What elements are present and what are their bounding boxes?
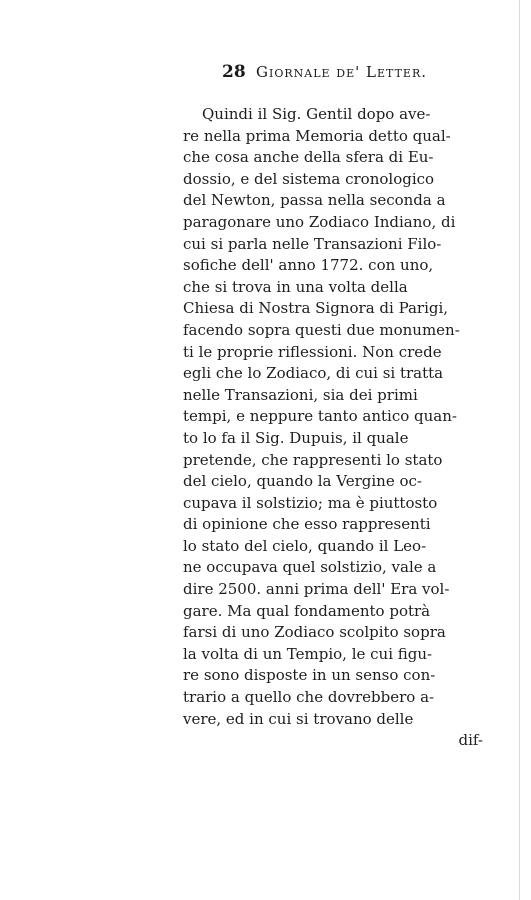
text-line: tempi, e neppure tanto antico quan-	[183, 407, 457, 426]
page-edge-line	[519, 0, 520, 900]
text-line: dossio, e del sistema cronologico	[183, 169, 435, 188]
text-line: re sono disposte in un senso con-	[183, 666, 436, 685]
text-line: cui si parla nelle Transazioni Filo-	[183, 234, 442, 253]
text-line: dire 2500. anni prima dell' Era vol-	[183, 580, 450, 599]
text-line: del Newton, passa nella seconda a	[183, 191, 446, 210]
text-line: del cielo, quando la Vergine oc-	[183, 472, 422, 491]
text-line: gare. Ma qual fondamento potrà	[183, 601, 431, 620]
text-line: ne occupava quel solstizio, vale a	[183, 558, 437, 577]
text-line: farsi di uno Zodiaco scolpito sopra	[183, 623, 446, 642]
text-line: Chiesa di Nostra Signora di Parigi,	[183, 299, 449, 318]
text-line: di opinione che esso rappresenti	[183, 515, 431, 534]
text-line: che cosa anche della sfera di Eu-	[183, 148, 434, 167]
text-line: egli che lo Zodiaco, di cui si tratta	[183, 364, 444, 383]
text-line: che si trova in una volta della	[183, 277, 408, 296]
running-head	[222, 62, 482, 84]
text-line: pretende, che rappresenti lo stato	[183, 450, 443, 469]
text-line: lo stato del cielo, quando il Leo-	[183, 536, 427, 555]
text-line: Quindi il Sig. Gentil dopo ave-	[202, 105, 431, 123]
page-number: 28	[222, 62, 246, 82]
text-line: vere, ed in cui si trovano delle	[183, 709, 414, 728]
text-line: trario a quello che dovrebbero a-	[183, 688, 435, 707]
text-line: sofiche dell' anno 1772. con uno,	[183, 256, 434, 275]
text-line: nelle Transazioni, sia dei primi	[183, 385, 418, 404]
text-line: re nella prima Memoria detto qual-	[183, 126, 451, 145]
text-line: facendo sopra questi due monumen-	[183, 320, 460, 339]
text-line: la volta di un Tempio, le cui figu-	[183, 644, 433, 663]
text-line: to lo fa il Sig. Dupuis, il quale	[183, 428, 409, 447]
catchword: dif-	[458, 731, 483, 750]
running-head-title: Giornale de' Letter.	[256, 63, 427, 81]
body-text	[183, 104, 483, 752]
text-line: ti le proprie riflessioni. Non crede	[183, 342, 442, 361]
text-line: paragonare uno Zodiaco Indiano, di	[183, 212, 456, 231]
text-line: cupava il solstizio; ma è piuttosto	[183, 493, 438, 512]
